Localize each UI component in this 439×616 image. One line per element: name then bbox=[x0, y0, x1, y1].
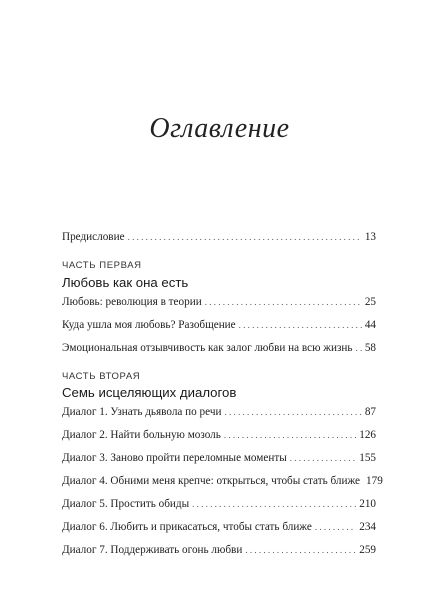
entry-page-number: 126 bbox=[359, 429, 376, 441]
entry-label: Диалог 1. Узнать дьявола по речи bbox=[62, 406, 222, 418]
dot-leader bbox=[128, 229, 362, 245]
entry-page-number: 58 bbox=[364, 342, 376, 354]
entry-label: Диалог 2. Найти больную мозоль bbox=[62, 429, 221, 441]
part-one-title: Любовь как она есть bbox=[62, 275, 189, 290]
entry-page-number: 155 bbox=[359, 452, 376, 464]
entry-label: Диалог 7. Поддерживать огонь любви bbox=[62, 544, 243, 556]
toc-entry[interactable] bbox=[62, 519, 376, 535]
toc-entry[interactable] bbox=[62, 473, 383, 489]
dot-leader bbox=[315, 519, 356, 535]
dot-leader bbox=[245, 542, 356, 558]
part-two-label: ЧАСТЬ ВТОРАЯ bbox=[62, 371, 141, 382]
entry-page-number: 259 bbox=[359, 544, 376, 556]
dot-leader bbox=[356, 340, 362, 356]
toc-entry-preface[interactable] bbox=[62, 229, 376, 245]
toc-title: Оглавление bbox=[149, 113, 290, 144]
dot-leader bbox=[224, 427, 356, 443]
toc-entry[interactable] bbox=[62, 542, 376, 558]
dot-leader bbox=[224, 404, 361, 420]
entry-page-number: 25 bbox=[364, 296, 376, 308]
entry-label: Диалог 3. Заново пройти переломные моменты bbox=[62, 452, 287, 464]
entry-page-number: 210 bbox=[359, 498, 376, 510]
toc-entry[interactable] bbox=[62, 340, 376, 356]
entry-page-number: 87 bbox=[364, 406, 376, 418]
entry-label: Эмоциональная отзывчивость как залог любви на всю жизнь bbox=[62, 342, 353, 354]
entry-label: Любовь: революция в теории bbox=[62, 296, 202, 308]
entry-page-number: 13 bbox=[364, 231, 376, 243]
toc-entry[interactable] bbox=[62, 317, 376, 333]
entry-label: Диалог 6. Любить и прикасаться, чтобы стать ближе bbox=[62, 521, 312, 533]
entry-page-number: 234 bbox=[359, 521, 376, 533]
entry-page-number: 179 bbox=[366, 475, 383, 487]
entry-page-number: 44 bbox=[364, 319, 376, 331]
toc-entry[interactable] bbox=[62, 404, 376, 420]
dot-leader bbox=[192, 496, 356, 512]
entry-label: Диалог 4. Обними меня крепче: открыться, чтобы стать ближе bbox=[62, 475, 361, 487]
toc-entry[interactable] bbox=[62, 496, 376, 512]
part-two-title: Семь исцеляющих диалогов bbox=[62, 385, 237, 400]
dot-leader bbox=[290, 450, 356, 466]
entry-label: Диалог 5. Простить обиды bbox=[62, 498, 190, 510]
toc-entry[interactable] bbox=[62, 427, 376, 443]
part-one-label: ЧАСТЬ ПЕРВАЯ bbox=[62, 260, 142, 271]
entry-label: Предисловие bbox=[62, 231, 125, 243]
entry-label: Куда ушла моя любовь? Разобщение bbox=[62, 319, 236, 331]
toc-entry[interactable] bbox=[62, 450, 376, 466]
dot-leader bbox=[205, 294, 362, 310]
dot-leader bbox=[239, 317, 362, 333]
toc-entry[interactable] bbox=[62, 294, 376, 310]
